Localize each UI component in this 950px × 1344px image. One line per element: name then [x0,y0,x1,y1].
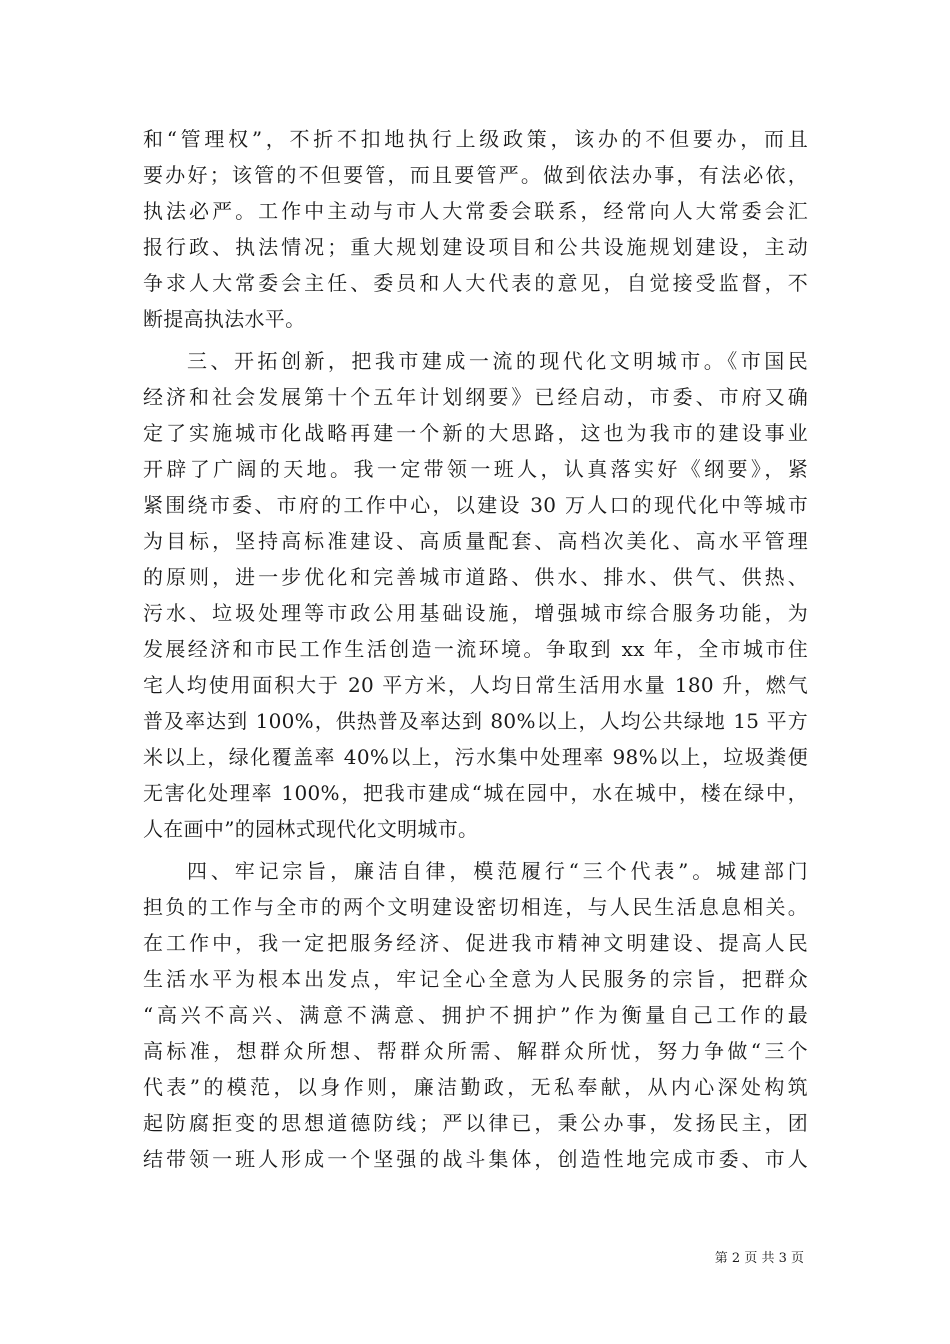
paragraph-line: 生活水平为根本出发点，牢记全心全意为人民服务的宗旨，把群众 [143,967,808,991]
paragraph-line: 宅人均使用面积大于 20 平方米，人均日常生活用水量 180 升，燃气 [143,673,808,697]
paragraph-line: 代表”的模范，以身作则，廉洁勤政，无私奉献，从内心深处构筑 [143,1075,808,1099]
paragraph-line: 无害化处理率 100%，把我市建成“城在园中，水在城中，楼在绿中， [143,781,808,805]
paragraph-line: 结带领一班人形成一个坚强的战斗集体，创造性地完成市委、市人 [143,1147,808,1171]
paragraph [143,853,808,1177]
paragraph-line: 报行政、执法情况；重大规划建设项目和公共设施规划建设，主动 [143,235,808,259]
paragraph-line: 发展经济和市民工作生活创造一流环境。争取到 xx 年，全市城市住 [143,637,808,661]
paragraph-line: 要办好；该管的不但要管，而且要管严。做到依法办事，有法必依， [143,163,808,187]
paragraph-line: 断提高执法水平。 [143,307,306,331]
paragraph-line: 四、牢记宗旨，廉洁自律，模范履行“三个代表”。城建部门 [187,859,808,883]
paragraph-line: 污水、垃圾处理等市政公用基础设施，增强城市综合服务功能，为 [143,601,808,625]
paragraph [143,343,808,847]
paragraph-line: 三、开拓创新，把我市建成一流的现代化文明城市。《市国民 [187,349,808,373]
paragraph-line: 争求人大常委会主任、委员和人大代表的意见，自觉接受监督，不 [143,271,808,295]
paragraph-line: 定了实施城市化战略再建一个新的大思路，这也为我市的建设事业 [143,421,808,445]
paragraph-line: 米以上，绿化覆盖率 40%以上，污水集中处理率 98%以上，垃圾粪便 [143,745,808,769]
paragraph-line: 普及率达到 100%，供热普及率达到 80%以上，人均公共绿地 15 平方 [143,709,808,733]
paragraph-line: 起防腐拒变的思想道德防线；严以律已，秉公办事，发扬民主，团 [143,1111,808,1135]
paragraph-line: 执法必严。工作中主动与市人大常委会联系，经常向人大常委会汇 [143,199,808,223]
page-number-footer: 第 2 页 共 3 页 [714,1251,804,1266]
document-body [143,121,808,1177]
paragraph-line: 在工作中，我一定把服务经济、促进我市精神文明建设、提高人民 [143,931,808,955]
paragraph-line: 人在画中”的园林式现代化文明城市。 [143,817,479,841]
paragraph [143,121,808,337]
paragraph-line: 经济和社会发展第十个五年计划纲要》已经启动，市委、市府又确 [143,385,808,409]
paragraph-line: “高兴不高兴、满意不满意、拥护不拥护”作为衡量自己工作的最 [143,1003,808,1027]
paragraph-line: 紧围绕市委、市府的工作中心，以建设 30 万人口的现代化中等城市 [143,493,808,517]
paragraph-line: 担负的工作与全市的两个文明建设密切相连，与人民生活息息相关。 [143,895,808,919]
paragraph-line: 为目标，坚持高标准建设、高质量配套、高档次美化、高水平管理 [143,529,808,553]
paragraph-line: 高标准，想群众所想、帮群众所需、解群众所忧，努力争做“三个 [143,1039,808,1063]
paragraph-line: 开辟了广阔的天地。我一定带领一班人，认真落实好《纲要》，紧 [143,457,808,481]
paragraph-line: 的原则，进一步优化和完善城市道路、供水、排水、供气、供热、 [143,565,808,589]
paragraph-line: 和“管理权”，不折不扣地执行上级政策，该办的不但要办，而且 [143,127,808,151]
